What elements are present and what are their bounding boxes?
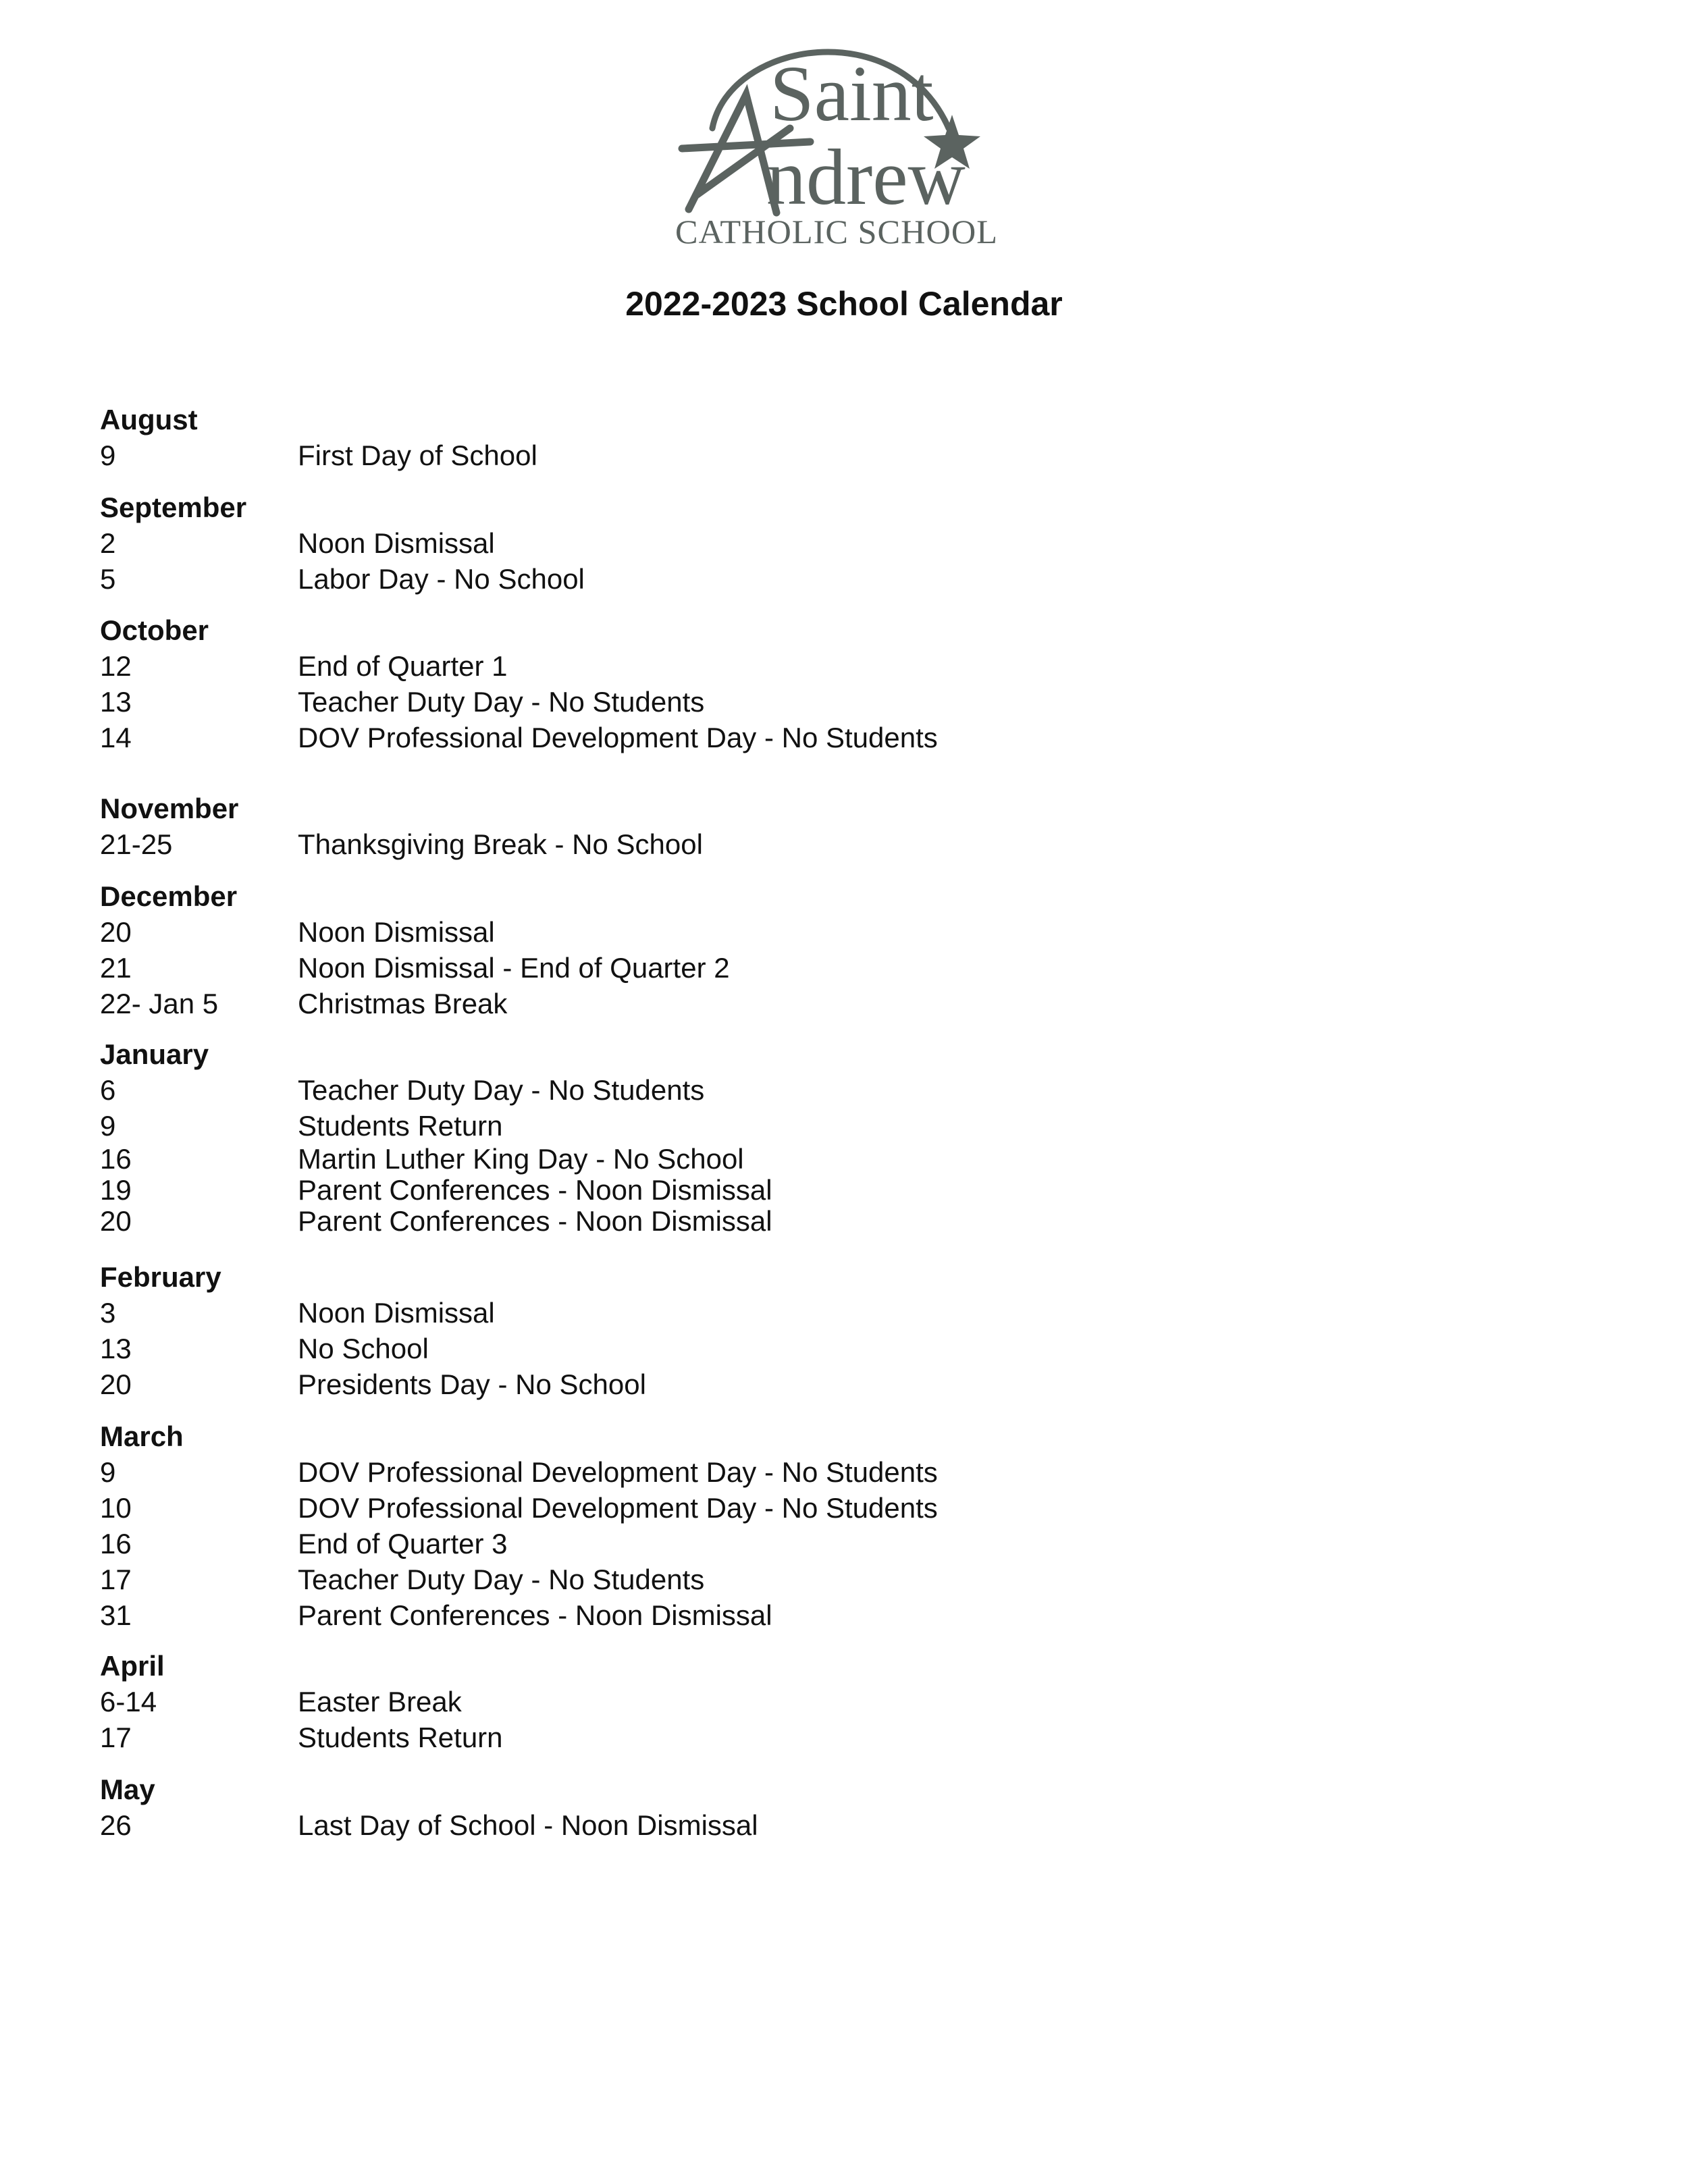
event-row bbox=[100, 986, 1248, 1021]
event-date: 20 bbox=[100, 1368, 132, 1400]
event-date: 5 bbox=[100, 563, 116, 595]
event-date: 12 bbox=[100, 650, 132, 682]
month-heading: November bbox=[100, 793, 239, 824]
event-date: 16 bbox=[100, 1143, 132, 1175]
month-april bbox=[100, 1648, 1248, 1755]
event-date: 6 bbox=[100, 1074, 116, 1106]
event-description: First Day of School bbox=[298, 440, 537, 471]
month-heading: January bbox=[100, 1038, 209, 1070]
event-date: 3 bbox=[100, 1297, 116, 1329]
event-row bbox=[100, 1366, 1248, 1402]
event-row bbox=[100, 1684, 1248, 1720]
event-description: Noon Dismissal - End of Quarter 2 bbox=[298, 952, 730, 984]
month-heading: March bbox=[100, 1420, 184, 1452]
month-august bbox=[100, 402, 1248, 473]
event-date: 10 bbox=[100, 1492, 132, 1524]
event-description: DOV Professional Development Day - No Students bbox=[298, 1492, 938, 1524]
event-date: 21 bbox=[100, 952, 132, 984]
month-heading: August bbox=[100, 404, 198, 435]
event-date: 2 bbox=[100, 527, 116, 559]
month-heading: May bbox=[100, 1774, 155, 1805]
event-description: Students Return bbox=[298, 1110, 503, 1142]
school-logo bbox=[675, 27, 1013, 250]
logo-saint-text: Saint bbox=[770, 49, 934, 138]
event-description: Presidents Day - No School bbox=[298, 1368, 646, 1400]
event-row bbox=[100, 684, 1248, 720]
event-row bbox=[100, 437, 1248, 473]
month-heading: February bbox=[100, 1261, 221, 1293]
event-description: DOV Professional Development Day - No Students bbox=[298, 1456, 938, 1488]
event-date: 19 bbox=[100, 1174, 132, 1206]
month-heading: October bbox=[100, 614, 209, 646]
month-may bbox=[100, 1772, 1248, 1843]
month-heading: December bbox=[100, 880, 238, 912]
page-title: 2022-2023 School Calendar bbox=[625, 285, 1063, 323]
event-date: 31 bbox=[100, 1599, 132, 1631]
event-description: Last Day of School - Noon Dismissal bbox=[298, 1809, 758, 1841]
month-november bbox=[100, 791, 1248, 862]
event-description: Noon Dismissal bbox=[298, 1297, 495, 1329]
event-description: No School bbox=[298, 1333, 429, 1364]
event-description: Christmas Break bbox=[298, 988, 508, 1019]
event-description: Teacher Duty Day - No Students bbox=[298, 686, 705, 718]
event-description: Parent Conferences - Noon Dismissal bbox=[298, 1599, 772, 1631]
event-row bbox=[100, 1072, 1248, 1108]
event-date: 20 bbox=[100, 1205, 132, 1237]
month-march bbox=[100, 1418, 1248, 1633]
event-row bbox=[100, 1175, 1248, 1206]
event-date: 13 bbox=[100, 686, 132, 718]
logo-subtitle-text: CATHOLIC SCHOOL bbox=[675, 213, 998, 250]
month-december bbox=[100, 878, 1248, 1021]
event-date: 26 bbox=[100, 1809, 132, 1841]
event-description: Martin Luther King Day - No School bbox=[298, 1143, 744, 1175]
event-description: Parent Conferences - Noon Dismissal bbox=[298, 1174, 772, 1206]
event-row bbox=[100, 720, 1248, 755]
month-january bbox=[100, 1036, 1248, 1237]
event-date: 16 bbox=[100, 1528, 132, 1560]
event-row bbox=[100, 1597, 1248, 1633]
event-row bbox=[100, 1807, 1248, 1843]
event-date: 6-14 bbox=[100, 1686, 157, 1717]
event-date: 9 bbox=[100, 1110, 116, 1142]
event-description: Easter Break bbox=[298, 1686, 462, 1717]
event-row bbox=[100, 1490, 1248, 1526]
event-description: Teacher Duty Day - No Students bbox=[298, 1564, 705, 1595]
event-row bbox=[100, 525, 1248, 561]
event-date: 17 bbox=[100, 1722, 132, 1753]
month-heading: September bbox=[100, 491, 247, 523]
event-row bbox=[100, 1206, 1248, 1237]
logo-andrew-text: ndrew bbox=[766, 133, 966, 221]
event-description: Parent Conferences - Noon Dismissal bbox=[298, 1205, 772, 1237]
event-date: 20 bbox=[100, 916, 132, 948]
event-date: 17 bbox=[100, 1564, 132, 1595]
event-row bbox=[100, 1562, 1248, 1597]
month-september bbox=[100, 489, 1248, 597]
event-description: Students Return bbox=[298, 1722, 503, 1753]
event-description: DOV Professional Development Day - No Students bbox=[298, 722, 938, 753]
event-row bbox=[100, 1526, 1248, 1562]
event-row bbox=[100, 1454, 1248, 1490]
event-row bbox=[100, 561, 1248, 597]
event-row bbox=[100, 1295, 1248, 1331]
event-date: 9 bbox=[100, 440, 116, 471]
event-row bbox=[100, 826, 1248, 862]
event-row bbox=[100, 1331, 1248, 1366]
event-row bbox=[100, 1720, 1248, 1755]
event-description: Teacher Duty Day - No Students bbox=[298, 1074, 705, 1106]
event-description: Noon Dismissal bbox=[298, 916, 495, 948]
event-description: End of Quarter 3 bbox=[298, 1528, 508, 1560]
event-description: End of Quarter 1 bbox=[298, 650, 508, 682]
event-date: 21-25 bbox=[100, 828, 173, 860]
event-date: 14 bbox=[100, 722, 132, 753]
event-row bbox=[100, 1108, 1248, 1144]
event-row bbox=[100, 950, 1248, 986]
event-description: Noon Dismissal bbox=[298, 527, 495, 559]
event-date: 13 bbox=[100, 1333, 132, 1364]
month-heading: April bbox=[100, 1650, 165, 1682]
month-october bbox=[100, 612, 1248, 755]
event-description: Labor Day - No School bbox=[298, 563, 585, 595]
event-row bbox=[100, 1144, 1248, 1175]
event-row bbox=[100, 648, 1248, 684]
event-row bbox=[100, 914, 1248, 950]
event-date: 9 bbox=[100, 1456, 116, 1488]
event-date: 22- Jan 5 bbox=[100, 988, 219, 1019]
event-description: Thanksgiving Break - No School bbox=[298, 828, 703, 860]
month-february bbox=[100, 1259, 1248, 1402]
